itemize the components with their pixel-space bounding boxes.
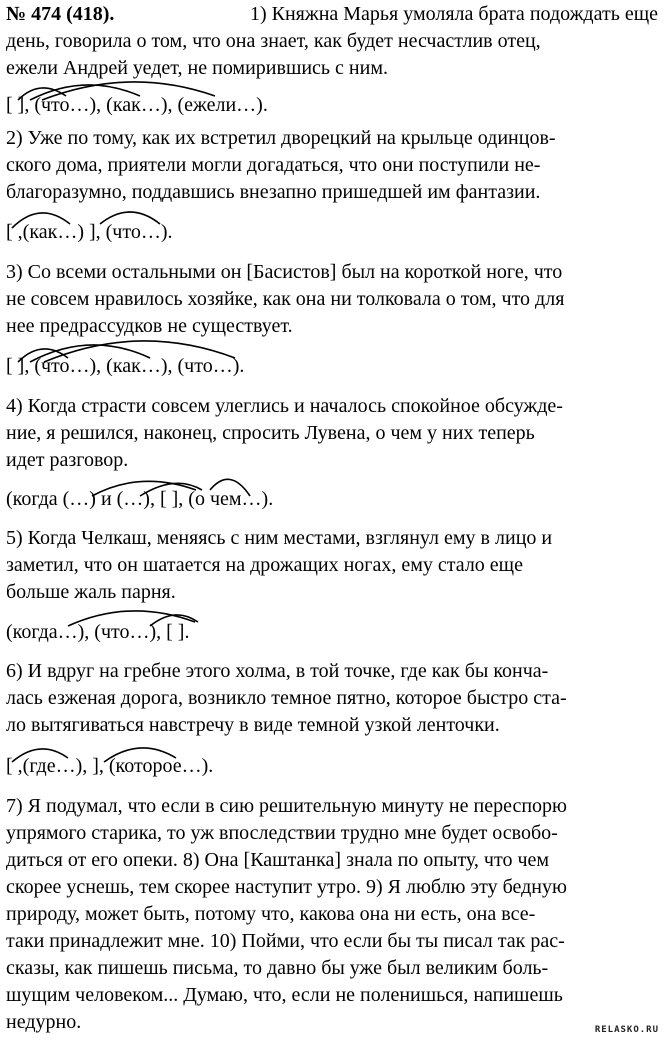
s6-line-3: ло вытягиваться навстречу в виде темной узкой ленточки.: [6, 714, 500, 736]
s5-line-3: больше жаль парня.: [6, 581, 176, 603]
s7-line-1: 7) Я подумал, что если в сию решительную минуту не переспорю: [6, 795, 567, 817]
s4-line-2: ние, я решился, наконец, спросить Лувена, о чем у них теперь: [6, 422, 535, 444]
s1-scheme: [ ], (что…), (как…), (ежели…).: [6, 94, 268, 116]
s1-line-1-text: 1) Княжна Марья умоляла брата подождать еще: [249, 3, 658, 25]
s1-line-1: [6, 2, 658, 27]
s7-line-6: таки принадлежит мне. 10) Пойми, что если бы ты писал так рас-: [6, 930, 565, 952]
s6-line-2: лась езженая дорога, возникло темное пятно, которое быстро ста-: [6, 687, 567, 709]
s6-scheme: [ ,(где…), ], (которое…).: [6, 755, 214, 777]
s3-scheme: [ ], (что…), (как…), (что…).: [6, 355, 245, 377]
s7-line-4: скорее уснешь, тем скорее наступит утро. 9) Я люблю эту бедную: [6, 876, 567, 898]
exercise-number: № 474: [6, 3, 62, 25]
s7-line-3: диться от его опеки. 8) Она [Каштанка] знала по опыту, что чем: [6, 849, 550, 871]
s3-line-3: нее предрассудков не существует.: [6, 315, 293, 337]
s5-line-1: 5) Когда Челкаш, меняясь с ним местами, взглянул ему в лицо и: [6, 527, 553, 549]
s3-line-2: не совсем нравилось хозяйке, как она ни толковала о том, что для: [6, 288, 565, 310]
s7-line-5: природу, может быть, потому что, какова она ни есть, она все-: [6, 903, 536, 925]
s2-line-1: 2) Уже по тому, как их встретил дворецкий на крыльце одинцов-: [6, 127, 556, 149]
s2-line-2: ского дома, приятели могли догадаться, что они поступили не-: [6, 154, 541, 176]
s4-line-3: идет разговор.: [6, 449, 129, 471]
s7-line-8: шущим человеком... Думаю, что, если не поленишься, напишешь: [6, 984, 563, 1006]
s2-scheme: [ ,(как…) ], (что…).: [6, 221, 173, 243]
s7-line-2: упрямого старика, то уж впоследствии трудно мне будет освобо-: [6, 822, 558, 844]
s1-line-2: день, говорила о том, что она знает, как будет несчастлив отец,: [6, 30, 541, 52]
s5-line-2: заметил, что он шатается на дрожащих ногах, ему стало еще: [6, 554, 523, 576]
s7-line-7: сказы, как пишешь письма, то давно бы уже был великим боль-: [6, 957, 549, 979]
watermark: RELASKO.RU: [594, 1025, 659, 1035]
s2-line-3: благоразумно, поддавшись внезапно пришедшей им фантазии.: [6, 181, 541, 203]
s7-line-9: недурно.: [6, 1011, 82, 1033]
s6-line-1: 6) И вдруг на гребне этого холма, в той точке, где как бы конча-: [6, 660, 549, 682]
s4-line-1: 4) Когда страсти совсем улеглись и началось спокойное обсужде-: [6, 395, 563, 417]
s5-scheme: (когда…), (что…), [ ].: [6, 621, 190, 643]
s1-line-3: ежели Андрей уедет, не помирившись с ним.: [6, 57, 388, 79]
s4-scheme: (когда (…) и (…), [ ], (о чем…).: [6, 488, 274, 510]
s3-line-1: 3) Со всеми остальными он [Басистов] был на короткой ноге, что: [6, 261, 563, 283]
exercise-alt-number: (418).: [66, 3, 115, 25]
